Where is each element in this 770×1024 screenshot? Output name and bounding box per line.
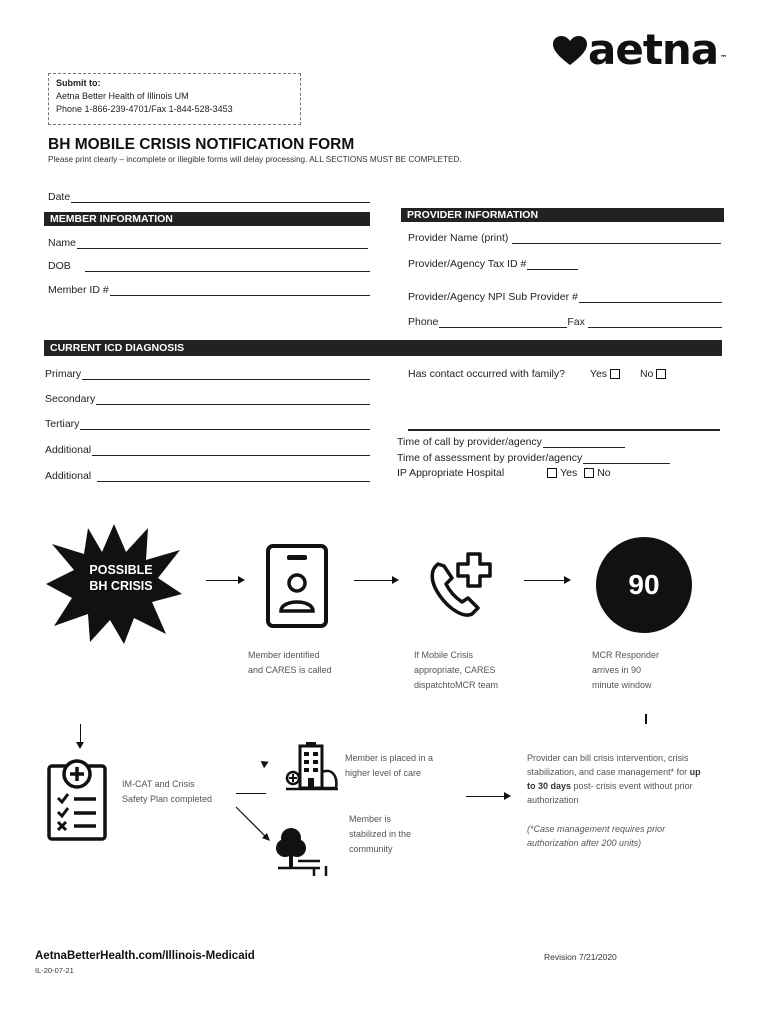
arrow-down [80,724,81,744]
aetna-logo: aetna ™ [552,26,727,74]
revision-date: Revision 7/21/2020 [544,952,617,962]
member-dob-field[interactable]: DOB [48,260,370,272]
time-of-assessment-field[interactable]: Time of assessment by provider/agency [397,452,670,464]
arrow-2 [354,580,394,581]
diagnosis-primary-field[interactable]: Primary [45,368,370,380]
hospital-building-icon [284,742,340,792]
footer-code: IL-20-07-21 [35,966,74,975]
arrow-1 [206,580,242,581]
tree-bench-icon [274,824,332,876]
provider-info-header: PROVIDER INFORMATION [401,208,724,222]
arrow-4 [466,796,506,797]
step1-caption: Member identified and CARES is called [248,650,332,675]
diagnosis-secondary-field[interactable]: Secondary [45,393,370,405]
arrow-diagonal [234,805,274,845]
diagnosis-tertiary-field[interactable]: Tertiary [45,418,370,430]
heart-icon [552,36,588,66]
burst-label: POSSIBLE BH CRISIS [89,563,153,593]
diagnosis-additional2-field[interactable]: Additional [45,470,370,482]
divider-line [408,429,720,431]
id-badge-icon [265,543,329,629]
higher-care-caption: Member is placed in a higher level of care [345,753,434,778]
ip-hospital-field: IP Appropriate Hospital Yes No [397,467,611,479]
provider-taxid-field[interactable]: Provider/Agency Tax ID # [408,258,578,270]
submit-line2: Phone 1-866-239-4701/Fax 1-844-528-3453 [56,104,233,114]
time-of-call-field[interactable]: Time of call by provider/agency [397,436,625,448]
family-contact-question: Has contact occurred with family? Yes No [408,368,669,380]
date-field[interactable]: Date [48,191,370,203]
member-name-field[interactable]: Name [48,237,368,249]
step2-caption: If Mobile Crisis appropriate, CARES dispatchtoMCR team [414,650,499,690]
stabilized-caption: Member is stabilized in the community [349,814,412,854]
family-contact-no-checkbox[interactable] [656,369,666,379]
arrow-3 [524,580,566,581]
member-info-header: MEMBER INFORMATION [44,212,370,226]
ninety-minute-badge: 90 [596,537,692,633]
footer-url[interactable]: AetnaBetterHealth.com/Illinois-Medicaid [35,950,255,962]
diagnosis-additional1-field[interactable]: Additional [45,444,370,456]
submit-heading: Submit to: [56,78,101,88]
provider-npi-field[interactable]: Provider/Agency NPI Sub Provider # [408,291,722,303]
case-management-note: (*Case management requires prior authorization after 200 units) [527,824,666,848]
phone-plus-icon [424,548,500,620]
member-id-field[interactable]: Member ID # [48,284,370,296]
family-contact-yes-checkbox[interactable] [610,369,620,379]
ip-yes-checkbox[interactable] [547,468,557,478]
form-title: BH MOBILE CRISIS NOTIFICATION FORM [48,136,355,153]
submit-line1: Aetna Better Health of Illinois UM [56,91,189,101]
provider-name-field[interactable]: Provider Name (print) [408,232,721,244]
billing-caption: Provider can bill crisis intervention, crisis stabilization, and case management* for up to 30 days post- crisis event without prior authorization [527,753,701,805]
clipboard-checklist-icon [46,756,108,842]
ip-no-checkbox[interactable] [584,468,594,478]
step3-caption: MCR Responder arrives in 90 minute window [592,650,660,690]
form-subtitle: Please print clearly – incomplete or illegible forms will delay processing. ALL SECTIONS MUST BE COMPLETED. [48,155,462,164]
provider-phone-fax-field[interactable]: Phone Fax [408,316,722,328]
imcat-caption: IM-CAT and Crisis Safety Plan completed [122,779,213,804]
submit-to-box [48,73,301,125]
icd-diagnosis-header: CURRENT ICD DIAGNOSIS [44,340,722,356]
